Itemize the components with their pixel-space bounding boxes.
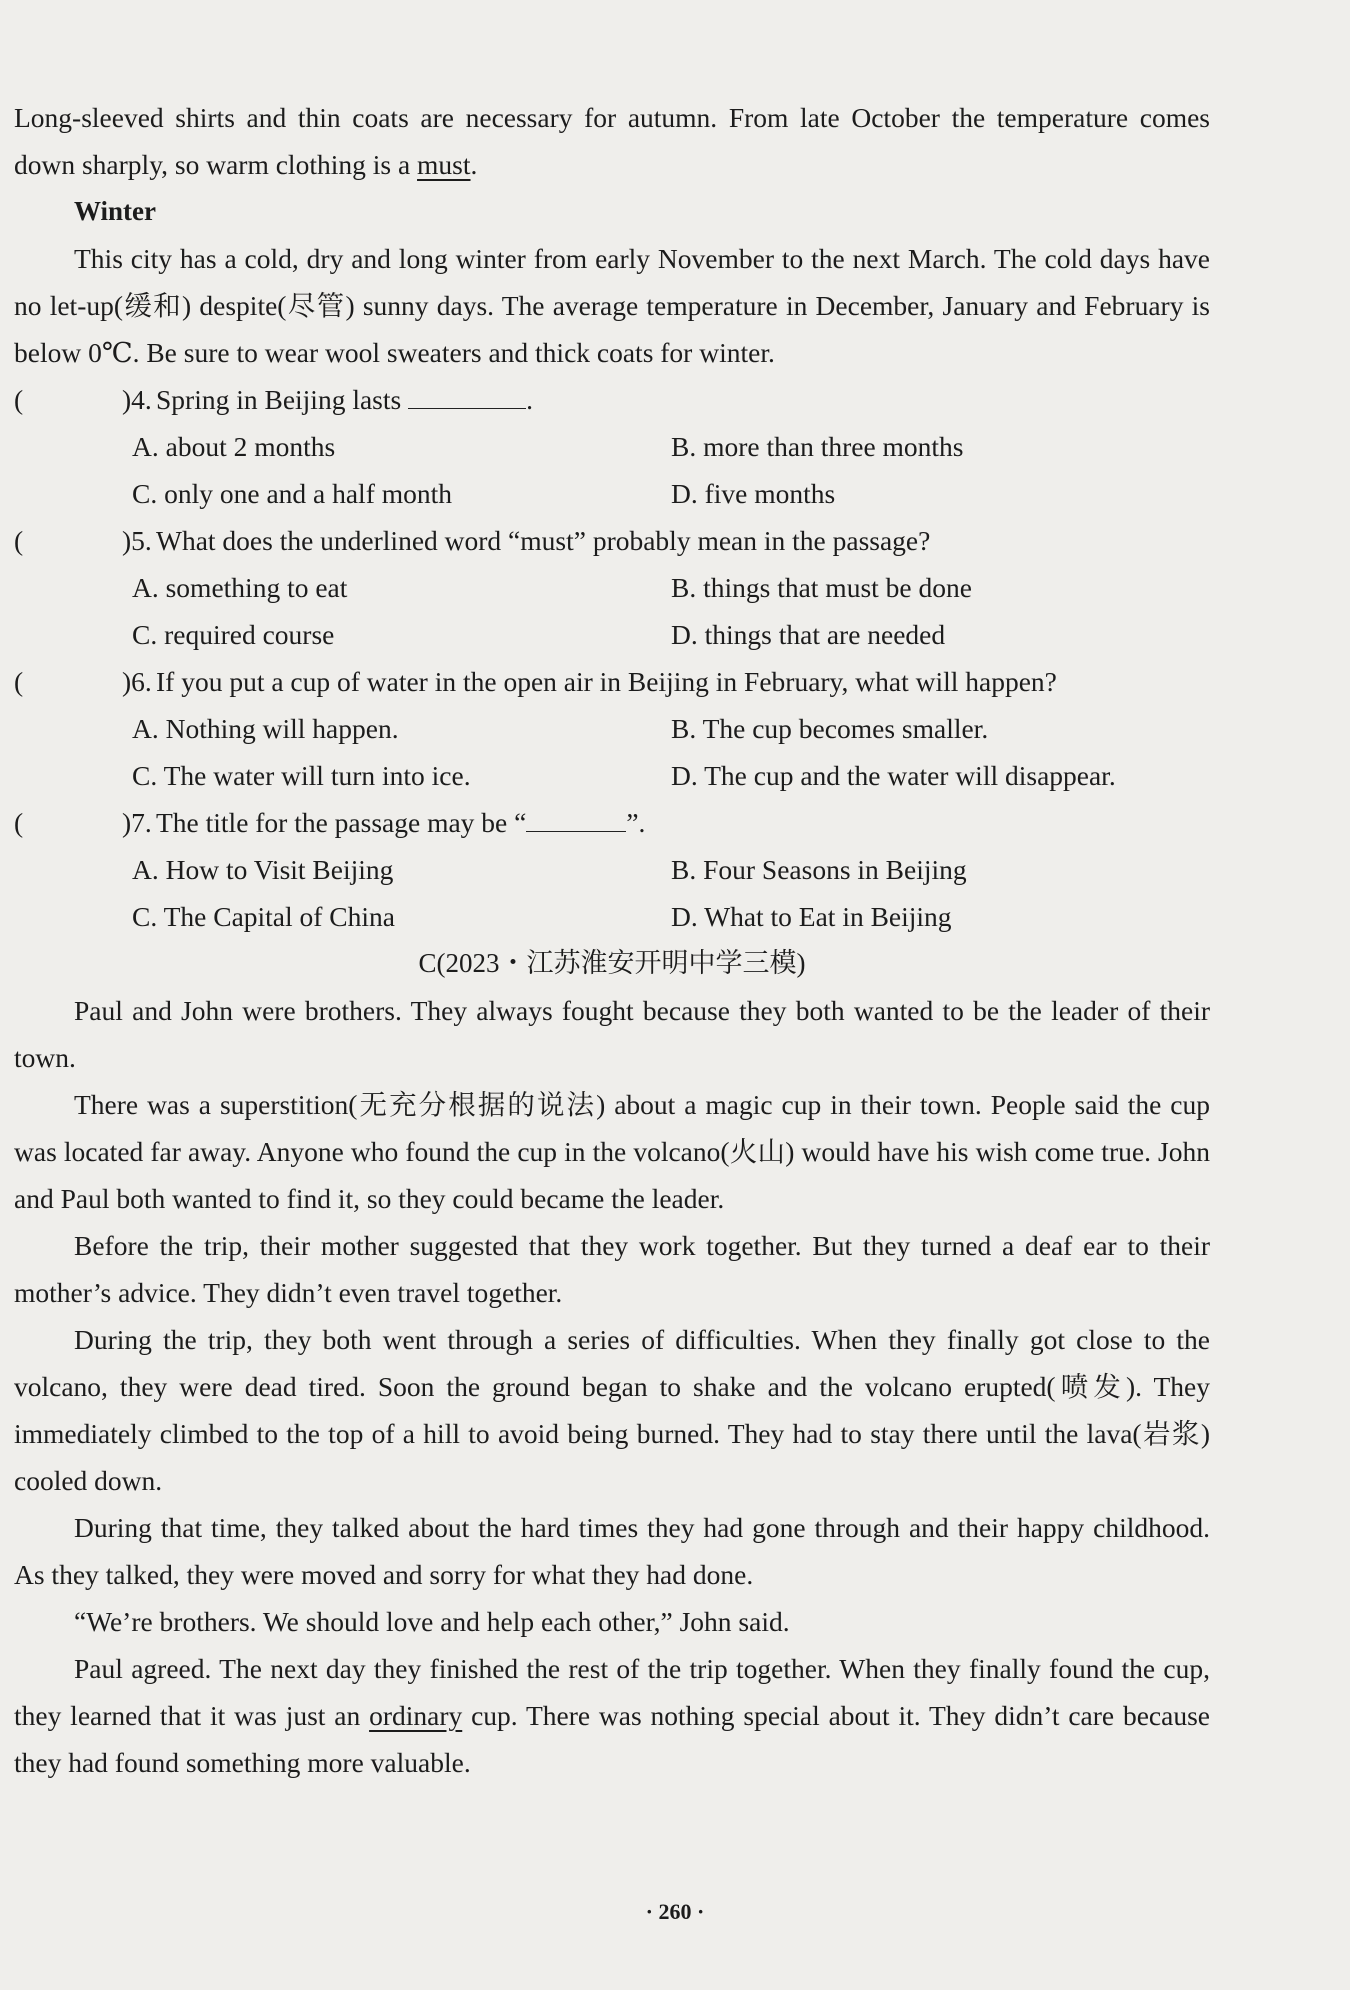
- question-5: [14, 517, 1210, 564]
- answer-blank[interactable]: [408, 378, 526, 409]
- winter-paragraph: This city has a cold, dry and long winter from early November to the next March. The cold days have no let-up(缓和) despite(尽管) sunny days. The average temperature in December, January and February is below 0℃. Be sure to wear wool sweaters and thick coats for winter.: [14, 243, 1210, 368]
- question-6: [14, 658, 1210, 705]
- options-row: [14, 846, 1210, 893]
- question-4: [14, 376, 1210, 423]
- option-d[interactable]: D. five months: [671, 478, 836, 509]
- story-paragraph: During that time, they talked about the hard times they had gone through and their happy childhood. As they talked, they were moved and sorry for what they had done.: [14, 1512, 1210, 1590]
- options-row: [14, 893, 1210, 940]
- options-row: [14, 611, 1210, 658]
- section-c-title: C(2023・江苏淮安开明中学三模): [418, 948, 806, 978]
- options-row: [14, 564, 1210, 611]
- question-number: )4.: [122, 384, 152, 415]
- answer-paren[interactable]: (: [14, 384, 24, 415]
- autumn-paragraph: [14, 94, 1210, 188]
- question-text: Spring in Beijing lasts .: [132, 384, 533, 415]
- options-row: [14, 752, 1210, 799]
- story-last-paragraph: Paul agreed. The next day they finished the rest of the trip together. When they finally found the cup, they learned that it was just an ordinary cup. There was nothing special about it. They didn’t care because they had found something more valuable.: [14, 1653, 1210, 1778]
- option-c[interactable]: C. only one and a half month: [132, 478, 453, 509]
- option-d[interactable]: D. The cup and the water will disappear.: [671, 760, 1116, 791]
- option-c[interactable]: C. The Capital of China: [132, 901, 395, 932]
- question-number: )5.: [122, 525, 152, 556]
- question-7: [14, 799, 1210, 846]
- autumn-text: Long-sleeved shirts and thin coats are necessary for autumn. From late October the temperature comes down sharply, so warm clothing is a: [14, 102, 1210, 180]
- option-b[interactable]: B. Four Seasons in Beijing: [671, 854, 967, 885]
- underlined-word-must: must: [417, 149, 471, 180]
- answer-blank[interactable]: [526, 801, 626, 832]
- option-b[interactable]: B. The cup becomes smaller.: [671, 713, 989, 744]
- answer-paren[interactable]: (: [14, 525, 24, 556]
- winter-heading: Winter: [74, 196, 156, 226]
- option-b[interactable]: B. things that must be done: [671, 572, 972, 603]
- page-number: · 260 ·: [645, 1899, 705, 1924]
- answer-paren[interactable]: (: [14, 807, 24, 838]
- underlined-word-ordinary: ordinary: [369, 1700, 463, 1731]
- option-b[interactable]: B. more than three months: [671, 431, 964, 462]
- question-number: )6.: [122, 666, 152, 697]
- option-d[interactable]: D. What to Eat in Beijing: [671, 901, 952, 932]
- story-paragraph: During the trip, they both went through a series of difficulties. When they finally got close to the volcano, they were dead tired. Soon the ground began to shake and the volcano erupted(喷发). They immediately climbed to the top of a hill to avoid being burned. They had to stay there until the lava(岩浆) cooled down.: [14, 1324, 1210, 1496]
- question-text: The title for the passage may be “ ”.: [132, 807, 645, 838]
- question-text: If you put a cup of water in the open air in Beijing in February, what will happen?: [156, 666, 1057, 697]
- question-text: What does the underlined word “must” probably mean in the passage?: [156, 525, 931, 556]
- story-paragraph: Before the trip, their mother suggested that they work together. But they turned a deaf ear to their mother’s advice. They didn’t even travel together.: [14, 1230, 1210, 1308]
- option-a[interactable]: A. Nothing will happen.: [132, 713, 399, 744]
- option-d[interactable]: D. things that are needed: [671, 619, 946, 650]
- option-c[interactable]: C. The water will turn into ice.: [132, 760, 471, 791]
- option-a[interactable]: A. about 2 months: [132, 431, 336, 462]
- story-paragraph: “We’re brothers. We should love and help each other,” John said.: [74, 1606, 790, 1637]
- answer-paren[interactable]: (: [14, 666, 24, 697]
- story-paragraph: Paul and John were brothers. They always fought because they both wanted to be the leader of their town.: [14, 995, 1210, 1073]
- options-row: [14, 470, 1210, 517]
- options-row: [14, 423, 1210, 470]
- question-number: )7.: [122, 807, 152, 838]
- story-paragraph: There was a superstition(无充分根据的说法) about a magic cup in their town. People said the cup was located far away. Anyone who found the cup in the volcano(火山) would have his wish come true. John and Paul both wanted to find it, so they could became the leader.: [14, 1089, 1210, 1214]
- option-a[interactable]: A. something to eat: [132, 572, 348, 603]
- option-c[interactable]: C. required course: [132, 619, 335, 650]
- option-a[interactable]: A. How to Visit Beijing: [132, 854, 394, 885]
- options-row: [14, 705, 1210, 752]
- autumn-end: .: [470, 149, 478, 180]
